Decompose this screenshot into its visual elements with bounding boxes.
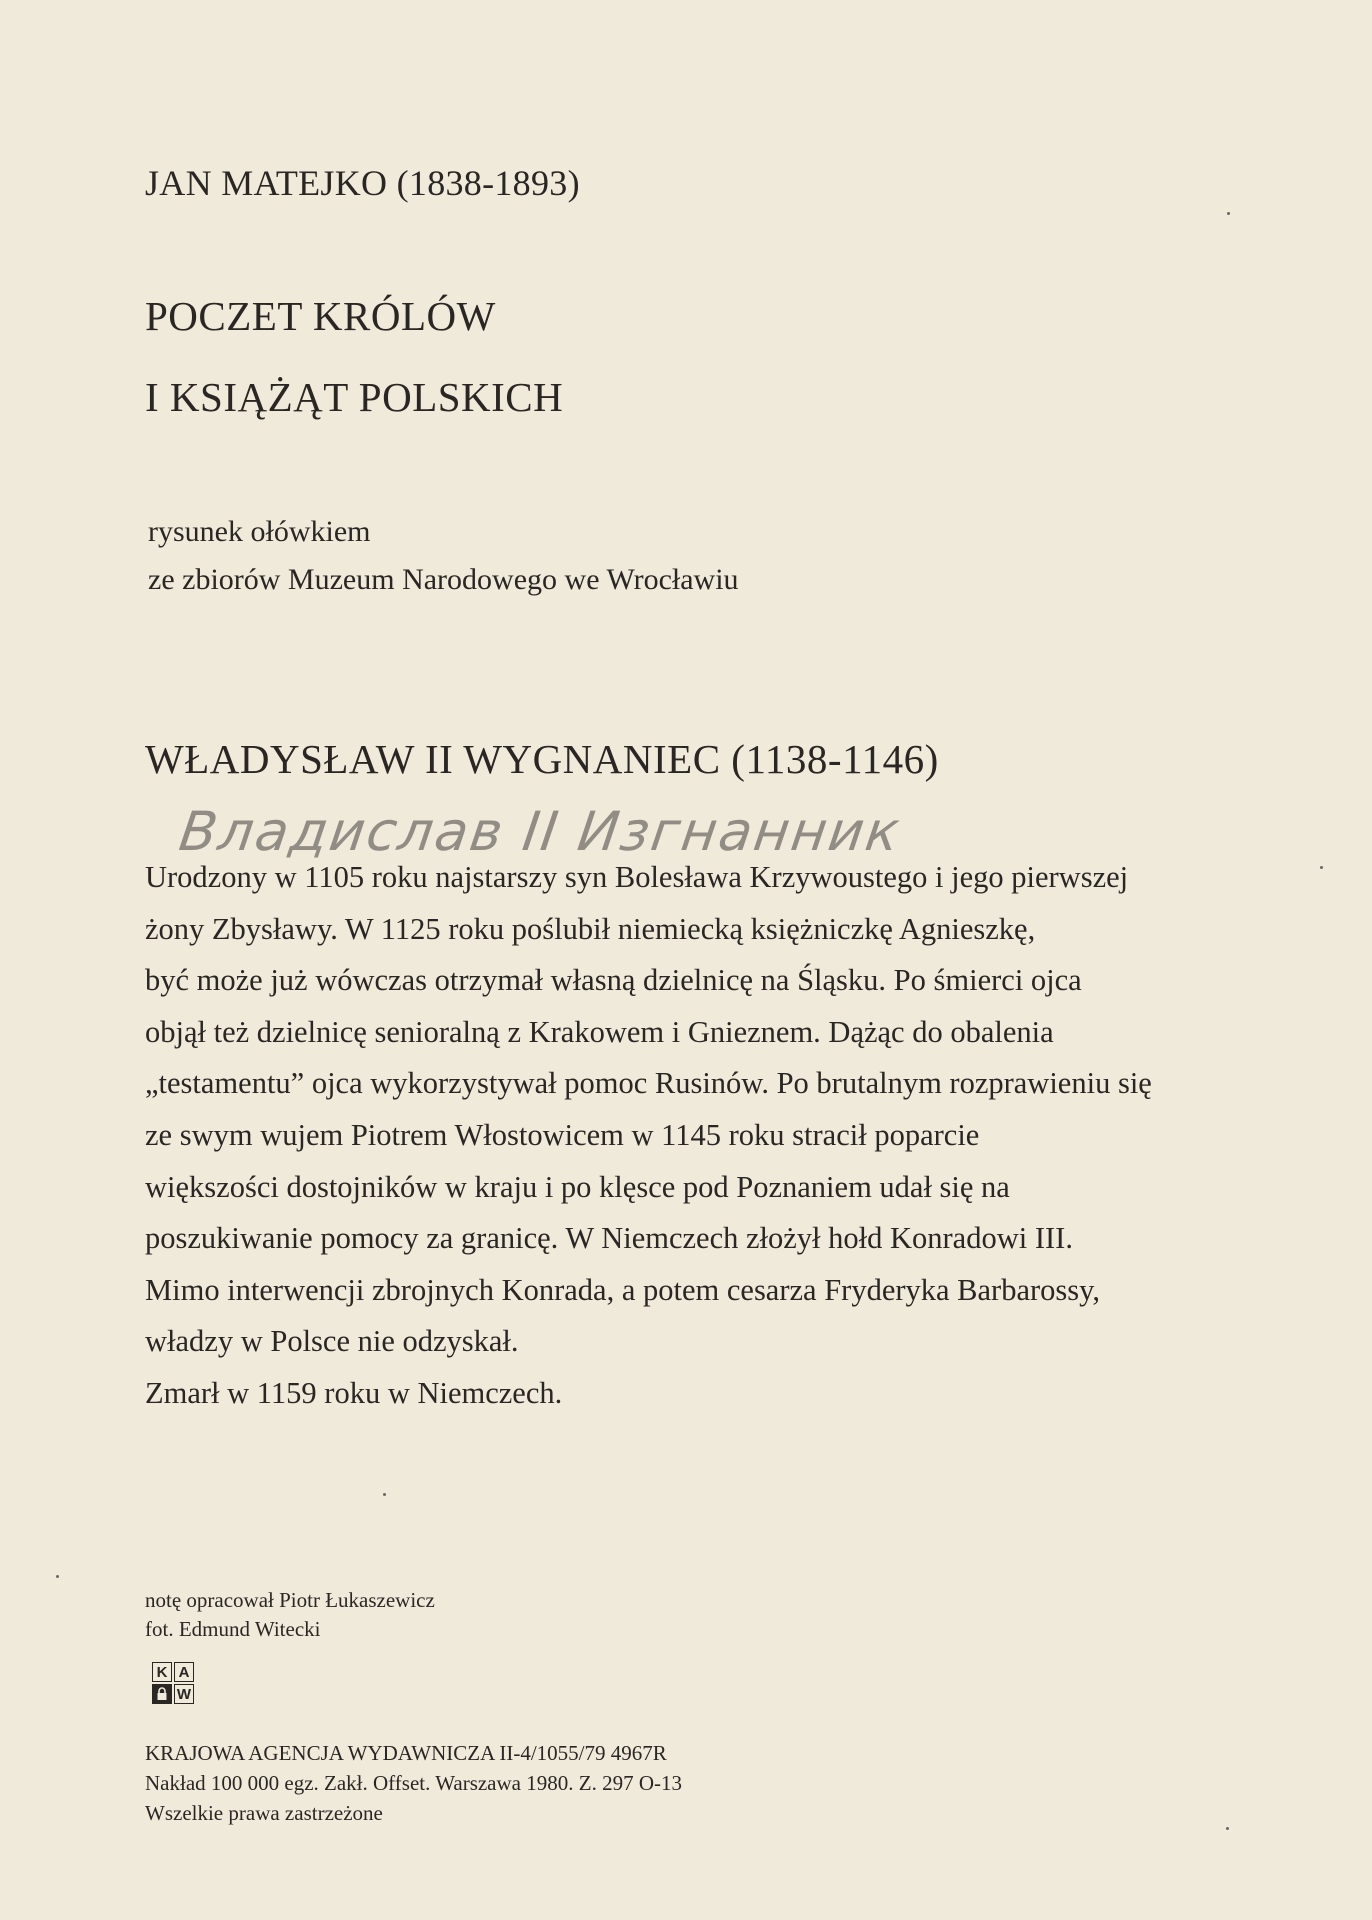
imprint-line-2: Nakład 100 000 egz. Zakł. Offset. Warszawa 1980. Z. 297 O-13: [145, 1771, 682, 1795]
subtitle-line-2: ze zbiorów Muzeum Narodowego we Wrocławiu: [148, 563, 739, 596]
credits: [145, 1586, 435, 1644]
bio-line: być może już wówczas otrzymał własną dzielnicę na Śląsku. Po śmierci ojca: [145, 963, 1082, 998]
bio-line: ze swym wujem Piotrem Włostowicem w 1145 roku stracił poparcie: [145, 1117, 980, 1152]
title-line-1: POCZET KRÓLÓW: [145, 293, 496, 339]
bio-line: „testamentu” ojca wykorzystywał pomoc Rusinów. Po brutalnym rozprawieniu się: [145, 1066, 1152, 1101]
bio-line: władzy w Polsce nie odzyskał.: [145, 1324, 519, 1359]
bio-line: poszukiwanie pomocy za granicę. W Niemczech złożył hołd Konradowi III.: [145, 1221, 1073, 1256]
imprint: [145, 1738, 682, 1828]
paper-speck: [1227, 212, 1230, 215]
bio-line: żony Zbysławy. W 1125 roku poślubił niemiecką księżniczkę Agnieszkę,: [145, 911, 1036, 946]
biography: [145, 852, 1152, 1420]
publisher-logo: [152, 1662, 194, 1704]
logo-lock-icon: [152, 1684, 172, 1704]
bio-line: Mimo interwencji zbrojnych Konrada, a potem cesarza Fryderyka Barbarossy,: [145, 1272, 1101, 1307]
author-line: JAN MATEJKO (1838-1893): [145, 163, 580, 203]
logo-letter-w: W: [174, 1684, 194, 1704]
photo-credit: fot. Edmund Witecki: [145, 1617, 321, 1641]
logo-letter-k: K: [152, 1662, 172, 1682]
subtitle-line-1: rysunek ołówkiem: [148, 515, 371, 548]
title-line-2: I KSIĄŻĄT POLSKICH: [145, 374, 564, 420]
bio-line: objął też dzielnicę senioralną z Krakowem i Gnieznem. Dążąc do obalenia: [145, 1014, 1054, 1049]
imprint-line-1: KRAJOWA AGENCJA WYDAWNICZA II-4/1055/79 4967R: [145, 1741, 667, 1765]
bio-line: Urodzony w 1105 roku najstarszy syn Bolesława Krzywoustego i jego pierwszej: [145, 860, 1129, 894]
paper-speck: [56, 1575, 59, 1578]
handwritten-note: Владислав II Изгнанник: [175, 800, 906, 863]
paper-speck: [1320, 866, 1323, 869]
note-credit: notę opracował Piotr Łukaszewicz: [145, 1588, 435, 1612]
imprint-line-3: Wszelkie prawa zastrzeżone: [145, 1801, 383, 1825]
bio-line: Zmarł w 1159 roku w Niemczech.: [145, 1375, 563, 1410]
paper-speck: [383, 1493, 386, 1496]
entry-heading: WŁADYSŁAW II WYGNANIEC (1138-1146): [145, 736, 939, 782]
paper-speck: [1226, 1827, 1229, 1830]
logo-letter-a: A: [174, 1662, 194, 1682]
bio-line: większości dostojników w kraju i po klęsce pod Poznaniem udał się na: [145, 1169, 1010, 1204]
